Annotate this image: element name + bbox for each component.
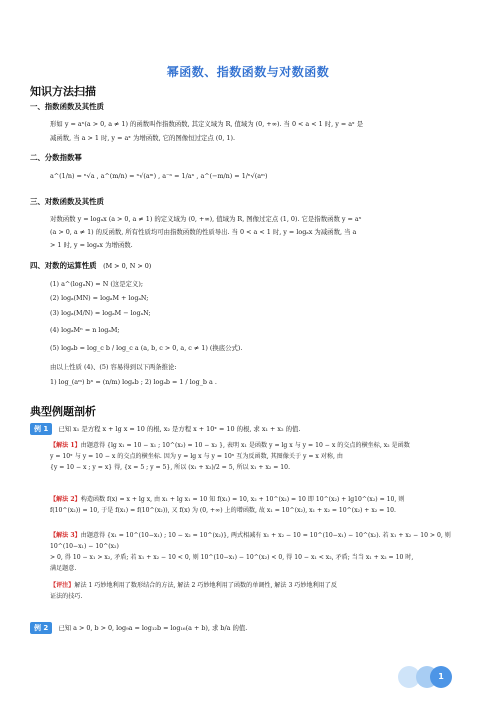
logarithm-text-line-1: 对数函数 y = logₐx (a > 0, a ≠ 1) 的定义域为 (0, +∞), 值域为 R, 图像过定点 (1, 0). 它是指数函数 y = aˣ [50, 215, 362, 223]
example-1-tag: 例 1 [30, 423, 52, 435]
logarithm-text-line-2: (a > 0, a ≠ 1) 的反函数, 所有性质均可由指数函数的性质导出. 当 0 < a < 1 时, y = logₐx 为减函数, 当 a [50, 228, 357, 236]
log-property-2: (2) logₐ(MN) = logₐM + logₐN; [50, 294, 149, 302]
heading-exponential: 一、指数函数及其性质 [30, 102, 104, 111]
log-property-4: (4) logₐMⁿ = n logₐM; [50, 326, 120, 334]
log-corollaries: 1) log_(aᵐ) bⁿ = (n/m) logₐb ; 2) logₐb = 1 / log_b a . [50, 378, 217, 386]
solution-1-line-3: {y = 10 − x ; y = x} 得, {x = 5 ; y = 5}, 所以 (x₁ + x₂)/2 = 5, 所以 x₁ + x₂ = 10. [50, 464, 291, 471]
solution-1-label: 【解法 1】 [50, 442, 81, 449]
exponential-text-line-2: 减函数, 当 a > 1 时, y = aˣ 为增函数, 它的图像恒过定点 (0, 1). [50, 134, 236, 142]
log-operations-condition: (M > 0, N > 0) [103, 262, 152, 270]
solution-2-line-2: f(10^(x₂)) = 10, 于是 f(x₁) = f(10^(x₂)), 又 f(x) 为 (0, +∞) 上的增函数, 故 x₁ = 10^(x₂), x₁ + x₂ = 10^(x₂) + x₂ = 10. [50, 507, 396, 514]
fractional-power-formula: a^(1/n) = ⁿ√a , a^(m/n) = ⁿ√(aᵐ) , a⁻ⁿ = 1/aⁿ , a^(−m/n) = 1/ⁿ√(aᵐ) [50, 172, 268, 180]
example-1 [30, 423, 300, 435]
log-property-3: (3) logₐ(M/N) = logₐM − logₐN; [50, 309, 151, 317]
solution-3-line-2: > 0, 得 10 − x₁ > x₂, 矛盾; 若 x₁ + x₂ − 10 < 0, 则 10^(10−x₁) − 10^(x₂) < 0, 得 10 − x₁ < x₂, 矛盾; 当当 x₁ + x₂ = 10 时, [50, 554, 414, 561]
exponential-text-line-1: 形如 y = aˣ(a > 0, a ≠ 1) 的函数叫作指数函数, 其定义域为 R, 值域为 (0, +∞). 当 0 < a < 1 时, y = aˣ 是 [50, 120, 364, 128]
heading-fractional-power: 二、分数指数幂 [30, 153, 82, 162]
log-operations-title: 四、对数的运算性质 [30, 261, 97, 270]
example-2 [30, 622, 247, 634]
solution-3-line-3: 满足题意. [50, 565, 77, 572]
section-heading-examples: 典型例题剖析 [30, 405, 96, 418]
example-1-solution-1 [50, 440, 470, 473]
solution-3-label: 【解法 3】 [50, 532, 81, 539]
heading-log-operations [30, 260, 151, 271]
solution-1-line-1: 由题意得 {lg x₁ = 10 − x₁ ; 10^(x₂) = 10 − x₂ }, 表明 x₁ 是函数 y = lg x 与 y = 10 − x 的交点的横坐标, x₂ 是函数 [80, 442, 410, 449]
section-heading-overview: 知识方法扫描 [30, 85, 96, 98]
page-title: 幂函数、指数函数与对数函数 [166, 65, 330, 79]
example-2-text: 已知 a > 0, b > 0, log₉a = log₁₂b = log₁₆(a + b), 求 b/a 的值. [58, 624, 248, 632]
log-property-5: (5) logₐb = log_c b / log_c a (a, b, c > 0, a, c ≠ 1) (换底公式). [50, 344, 243, 352]
example-1-solution-3 [50, 530, 470, 574]
log-property-1: (1) a^(logₐN) = N (这是定义); [50, 280, 144, 288]
solution-2-line-1: 构造函数 f(x) = x + lg x, 由 x₁ + lg x₁ = 10 知 f(x₁) = 10, x₂ + 10^(x₂) = 10 即 10^(x₂) + lg10^(x₂) = 10, 则 [80, 496, 405, 503]
comment-line-2: 证法的技巧. [50, 593, 83, 600]
logarithm-text-line-3: > 1 时, y = logₐx 为增函数. [50, 241, 133, 249]
example-2-tag: 例 2 [30, 622, 52, 634]
example-1-solution-2 [50, 494, 470, 516]
log-corollary-intro: 由以上性质 (4)、(5) 容易得到以下两条推论: [50, 363, 177, 371]
solution-2-label: 【解法 2】 [50, 496, 81, 503]
comment-label: 【评注】 [50, 582, 75, 589]
solution-3-line-1: 由题意得 {x₁ = 10^(10−x₁) ; 10 − x₂ = 10^(x₂)}, 两式相减有 x₁ + x₂ − 10 = 10^(10−x₁) − 10^(x₂). 若 x₁ + x₂ − 10 > 0, 则 10^(10−x₁) − 10^(x₂) [50, 532, 451, 550]
example-1-comment [50, 580, 470, 602]
example-1-text: 已知 x₁ 是方程 x + lg x = 10 的根, x₂ 是方程 x + 10ˣ = 10 的根, 求 x₁ + x₂ 的值. [58, 425, 301, 433]
comment-line-1: 解法 1 巧妙地利用了数形结合的方法, 解法 2 巧妙地利用了函数的单调性, 解法 3 巧妙地利用了反 [74, 582, 337, 589]
heading-logarithm: 三、对数函数及其性质 [30, 197, 104, 206]
solution-1-line-2: y = 10ˣ 与 y = 10 − x 的交点的横坐标. 因为 y = lg x 与 y = 10ˣ 互为反函数, 其图像关于 y = x 对称, 由 [50, 453, 343, 460]
page-number: 1 [430, 666, 452, 688]
